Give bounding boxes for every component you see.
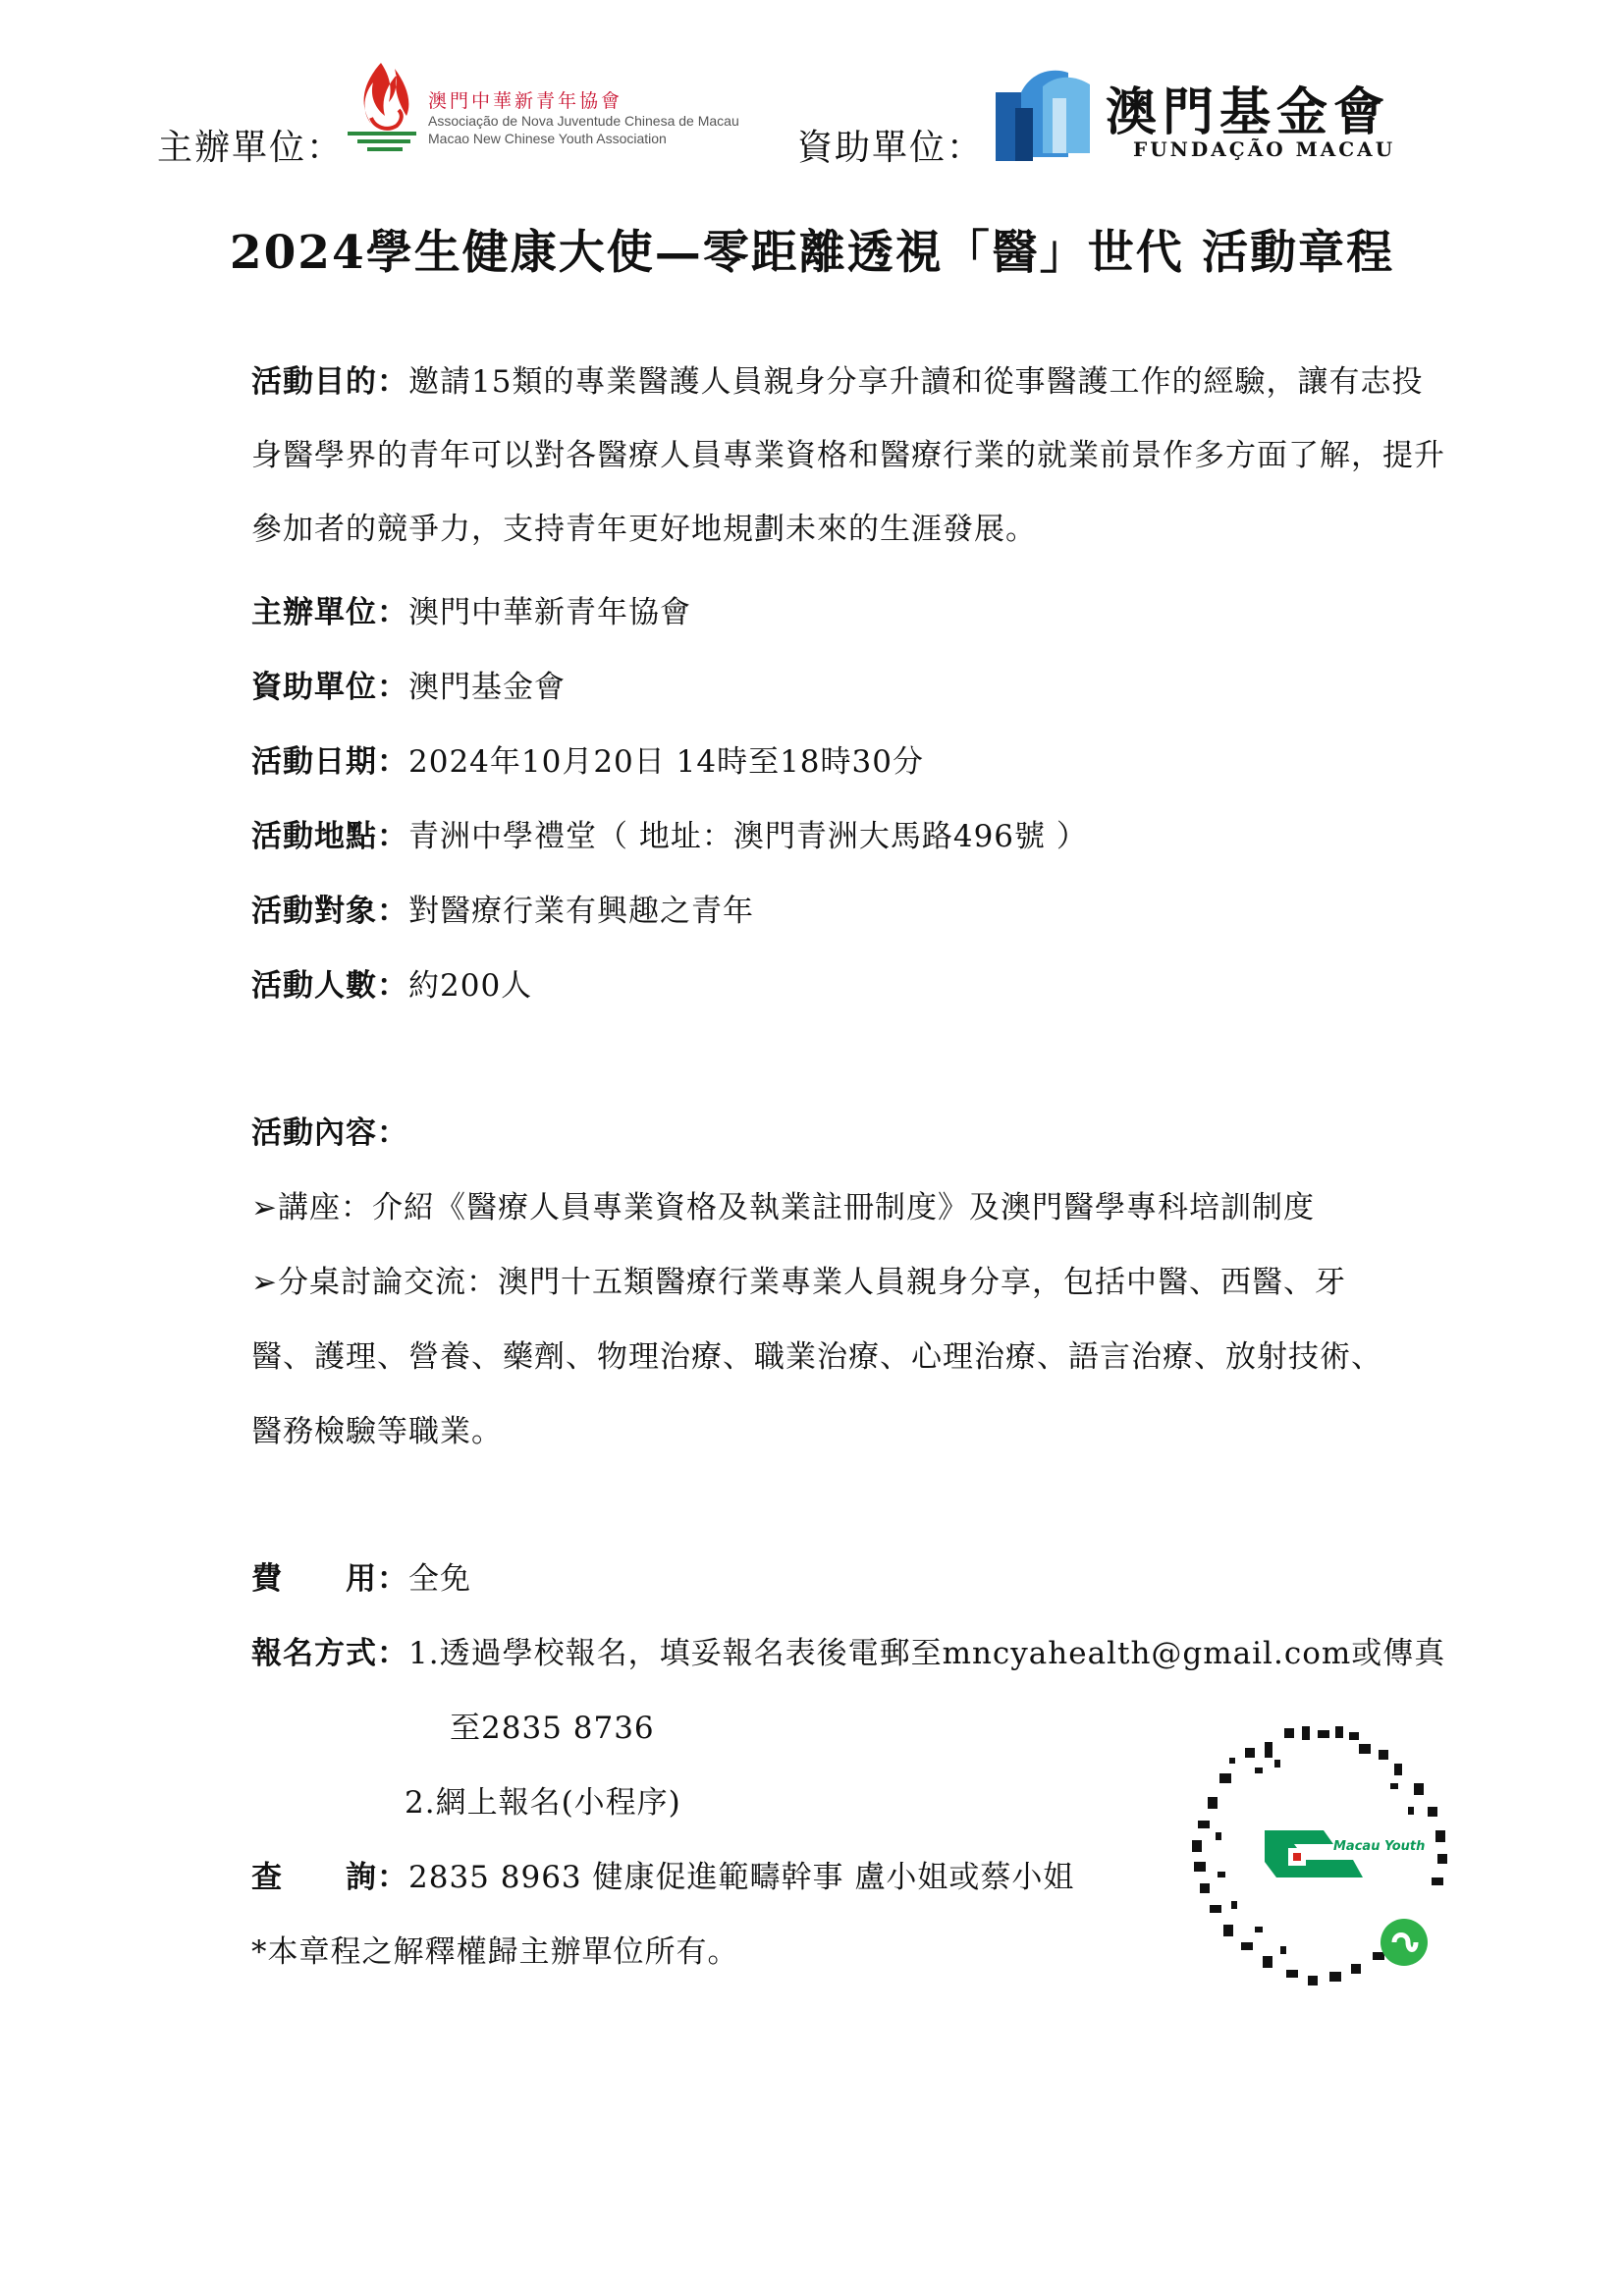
organizer-header-label: 主辦單位：	[157, 128, 345, 168]
fund-logo-chinese: 澳門基金會	[1106, 82, 1391, 142]
content-bullet-discussion-line3: 醫務檢驗等職業。	[251, 1414, 503, 1449]
registration-label: 報名方式：	[251, 1636, 408, 1671]
document-title: 2024學生健康大使—零距離透視「醫」世代 活動章程	[229, 226, 1395, 280]
content-label: 活動內容：	[251, 1115, 408, 1151]
mini-program-qr-code[interactable]	[1186, 1724, 1451, 1989]
info-label: 活動對象：	[251, 894, 408, 929]
info-label: 活動地點：	[251, 819, 408, 854]
info-value: 澳門基金會	[408, 670, 566, 705]
fee-value: 全免	[408, 1561, 471, 1597]
content-bullet-discussion-line2: 醫、護理、營養、藥劑、物理治療、職業治療、心理治療、語言治療、放射技術、	[251, 1339, 1382, 1375]
info-row-organizer	[251, 587, 691, 631]
registration-method-1: 1.透過學校報名，填妥報名表後電郵至mncyahealth@gmail.com或傳真	[408, 1636, 1446, 1671]
info-row-date	[251, 736, 924, 781]
fund-logo-portuguese: FUNDAÇÃO MACAU	[1133, 137, 1396, 161]
registration-fax: 至2835 8736	[450, 1711, 655, 1746]
info-value: 約200人	[408, 968, 533, 1004]
qr-code-icon	[1186, 1724, 1451, 1989]
content-bullet-lecture: ➢講座：介紹《醫療人員專業資格及執業註冊制度》及澳門醫學專科培訓制度	[251, 1190, 1315, 1225]
fee-row	[251, 1553, 471, 1598]
fee-label: 費 用：	[251, 1561, 408, 1597]
info-label: 資助單位：	[251, 670, 408, 705]
info-row-target	[251, 886, 754, 930]
info-label: 活動日期：	[251, 744, 408, 780]
content-bullet-discussion: ➢分桌討論交流：澳門十五類醫療行業專業人員親身分享，包括中醫、西醫、牙	[251, 1265, 1346, 1300]
info-row-headcount	[251, 960, 532, 1005]
info-value: 對醫療行業有興趣之青年	[408, 894, 754, 929]
info-label: 主辦單位：	[251, 595, 408, 630]
fundacao-macau-emblem-icon	[992, 63, 1100, 165]
qr-logo-text: Macau Youth	[1333, 1839, 1426, 1854]
enquiry-row	[251, 1852, 1074, 1896]
info-row-sponsor	[251, 662, 566, 706]
info-value: 2024年10月20日 14時至18時30分	[408, 744, 924, 780]
purpose-text: 邀請15類的專業醫護人員親身分享升讀和從事醫護工作的經驗，讓有志投身醫學界的青年可以對各醫療人員專業資格和醫療行業的就業前景作多方面了解，提升參加者的競爭力，支持青年更好地規劃未來的生涯發展。	[251, 364, 1445, 547]
sponsor-header-label: 資助單位：	[797, 128, 985, 168]
registration-row	[251, 1628, 1445, 1672]
enquiry-label: 查 詢：	[251, 1860, 408, 1895]
organizer-logo	[342, 55, 774, 163]
info-label: 活動人數：	[251, 968, 408, 1004]
purpose-paragraph	[251, 346, 1449, 567]
info-value: 澳門中華新青年協會	[408, 595, 691, 630]
org-logo-portuguese: Associação de Nova Juventude Chinesa de Macau	[428, 113, 739, 129]
org-logo-english: Macao New Chinese Youth Association	[428, 131, 667, 146]
info-row-venue	[251, 811, 1088, 855]
info-value: 青洲中學禮堂（ 地址：澳門青洲大馬路496號 ）	[408, 819, 1088, 854]
footnote: *本章程之解釋權歸主辦單位所有。	[251, 1934, 739, 1970]
sponsor-logo	[992, 63, 1404, 171]
org-logo-chinese: 澳門中華新青年協會	[428, 90, 623, 112]
flame-icon	[342, 55, 424, 163]
registration-method-2: 2.網上報名(小程序)	[405, 1785, 681, 1821]
purpose-label: 活動目的：	[251, 364, 408, 400]
enquiry-value: 2835 8963 健康促進範疇幹事 盧小姐或蔡小姐	[408, 1860, 1075, 1895]
